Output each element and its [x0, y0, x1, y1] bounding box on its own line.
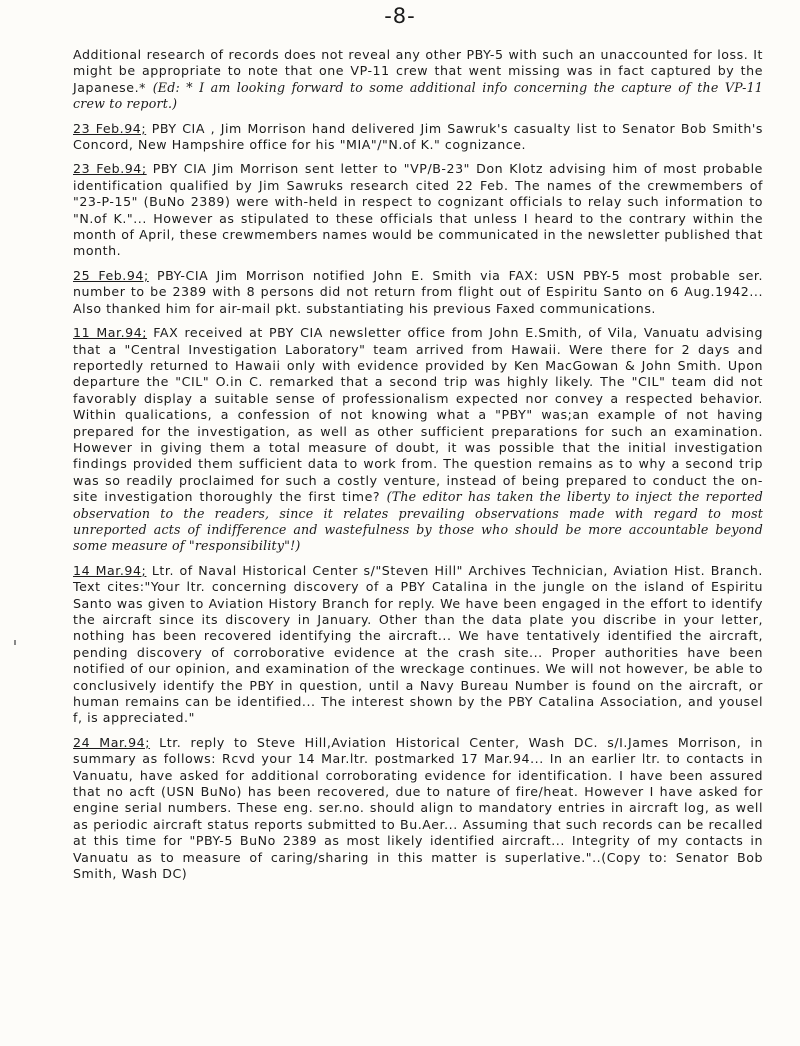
entry-date: 24 Mar.94;: [73, 734, 151, 750]
entry-text: Additional research of records does not reveal any other PBY-5 with such an unaccounted for loss. It might be appropriate to note that one VP-11 crew that went missing was in fact captured by the Japanese.*: [73, 47, 763, 95]
entry-text: PBY CIA , Jim Morrison hand delivered Jim Sawruk's casualty list to Senator Bob Smith's Concord, New Hampshire office for his "MIA"/"N.of K." cognizance.: [73, 120, 763, 153]
margin-mark: [14, 640, 16, 645]
entry-date: 23 Feb.94;: [73, 161, 147, 177]
entry-23-feb-casualty-list: [73, 121, 763, 154]
entry-date: 23 Feb.94;: [73, 120, 147, 136]
entry-date: 25 Feb.94;: [73, 267, 149, 283]
page-number: -8-: [384, 4, 416, 28]
entry-text: PBY-CIA Jim Morrison notified John E. Smith via FAX: USN PBY-5 most probable ser. number to be 2389 with 8 persons did not return from flight out of Espiritu Santo on 6 Aug.1942... Also thanked him for air-mail pkt. substantiating his previous Faxed communications.: [73, 267, 763, 316]
entry-text: PBY CIA Jim Morrison sent letter to "VP/B-23" Don Klotz advising him of most probable identification qualified by Jim Sawruks research cited 22 Feb. The names of the crewmembers of "23-P-15" (BuNo 2389) were with-held in respect to cognizant officials to relay such information to "N.of K."... However as stipulated to these officials that unless I heard to the contrary within the month of April, these crewmembers names would be communicated in the newsletter published that month.: [73, 161, 763, 259]
entry-text: Ltr. reply to Steve Hill,Aviation Historical Center, Wash DC. s/I.James Morrison, in summary as follows: Rcvd your 14 Mar.ltr. postmarked 17 Mar.94... In an earlier ltr. to contacts in Vanuatu, have asked for additional corroborating evidence for identification. I have been assured that no acft (USN BuNo) has been recovered, due to nature of fire/heat. However I have asked for engine serial numbers. These eng. ser.no. should align to mandatory entries in aircraft log, as well as periodic aircraft status reports submitted to Bu.Aer... Assuming that such records can be recalled at this time for "PBY-5 BuNo 2389 as most likely identified aircraft... Integrity of my contacts in Vanuatu as to measure of caring/sharing in this matter is superlative."..(Copy to: Senator Bob Smith, Wash DC): [73, 734, 763, 882]
entry-date: 14 Mar.94;: [73, 562, 147, 578]
entry-25-feb-fax: [73, 268, 763, 317]
entry-text: Ltr. of Naval Historical Center s/"Steven Hill" Archives Technician, Aviation Hist. Branch. Text cites:"Your ltr. concerning discovery of a PBY Catalina in the jungle on the island of Espiritu Santo was given to Aviation History Branch for reply. We have been engaged in the effort to identify the aircraft since its discovery in January. Other than the data plate you discribe in your letter, nothing has been recovered identifying the aircraft... We have tentatively identified the aircraft, pending discovery of corroborative evidence at the crash site... Proper authorities have been notified of our opinion, and examination of the wreckage continues. We will not however, be able to conclusively identify the PBY in question, until a Navy Bureau Number is found on the aircraft, or human remains can be identified... The interest shown by the PBY Catalina Association, and yousel f, is appreciated.": [73, 562, 763, 726]
entry-23-feb-letter: [73, 161, 763, 259]
entry-24-mar-reply: [73, 735, 763, 883]
entry-date: 11 Mar.94;: [73, 325, 148, 341]
paragraph-research-note: [73, 47, 763, 113]
newsletter-body: [73, 47, 763, 891]
entry-11-mar-fax: [73, 325, 763, 555]
entry-14-mar-letter: [73, 563, 763, 727]
editor-note: (Ed: * I am looking forward to some additional info concerning the capture of the VP-11 crew to report.): [73, 79, 763, 112]
entry-text: FAX received at PBY CIA newsletter office from John E.Smith, of Vila, Vanuatu advising that a "Central Investigation Laboratory" team arrived from Hawaii. Were there for 2 days and reportedly returned to Hawaii only with evidence provided by Ken MacGowan & John Smith. Upon departure the "CIL" O.in C. remarked that a second trip was highly likely. The "CIL" team did not favorably display a suitable sense of professionalism expected nor convey a respected behavior. Within qualications, a confession of not knowing what a "PBY" was;an example of not having prepared for the investigation, as well as other sufficient preparations for such an examination. However in giving them a total measure of doubt, it was possible that the initial investigation findings provided them sufficient data to work from. The question remains as to why a second trip was so readily proclaimed for such a costly venture, instead of being prepared to conduct the on-site investigation thoroughly the first time?: [73, 325, 763, 505]
editor-note: (The editor has taken the liberty to inject the reported observation to the readers, since it relates prevailing observations made with regard to most unreported acts of indifference and wastefulness by those who should be more accountable beyond some measure of "responsibility"!): [73, 489, 763, 554]
